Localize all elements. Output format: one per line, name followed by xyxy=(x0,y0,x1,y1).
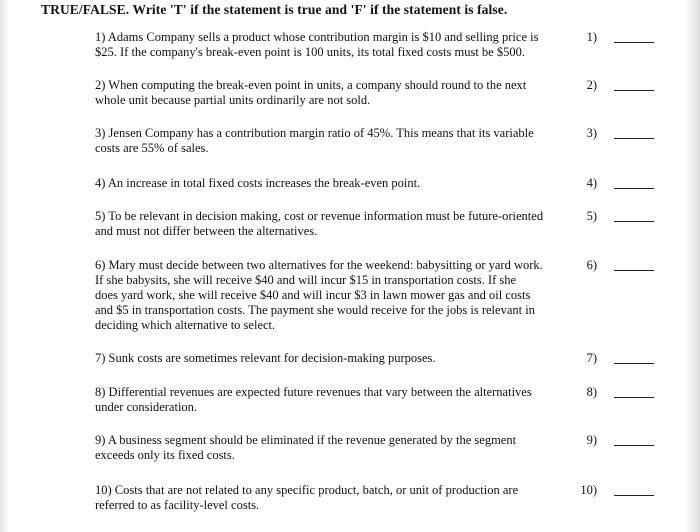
question-line: 7) Sunk costs are sometimes relevant for decision-making purposes. xyxy=(95,351,436,365)
question-text xyxy=(95,78,575,108)
question-text xyxy=(95,351,575,366)
question-7 xyxy=(95,351,575,366)
question-1 xyxy=(95,30,575,60)
question-10 xyxy=(95,483,575,513)
answer-slot-8 xyxy=(581,385,676,401)
question-3 xyxy=(95,126,575,156)
question-line: referred to as facility-level costs. xyxy=(95,498,260,512)
answer-number: 9) xyxy=(586,433,597,447)
question-line: 9) A business segment should be eliminated if the revenue generated by the segment xyxy=(95,433,517,447)
question-line: 6) Mary must decide between two alternatives for the weekend: babysitting or yard work. xyxy=(95,258,543,272)
answer-slot-1 xyxy=(581,30,676,46)
question-text xyxy=(95,30,575,60)
answer-number: 7) xyxy=(586,351,597,365)
question-line: $25. If the company's break-even point is 100 units, its total fixed costs must be $500. xyxy=(95,45,525,59)
answer-slot-6 xyxy=(581,258,676,274)
question-line: under consideration. xyxy=(95,400,198,414)
question-line: exceeds only its fixed costs. xyxy=(95,448,235,462)
answer-number: 8) xyxy=(586,385,597,399)
question-text xyxy=(95,126,575,156)
answer-number: 4) xyxy=(586,176,597,190)
question-4 xyxy=(95,176,575,191)
answer-blank[interactable] xyxy=(614,397,654,398)
answer-blank[interactable] xyxy=(614,188,654,189)
question-5 xyxy=(95,209,575,239)
answer-number: 2) xyxy=(586,78,597,92)
question-text xyxy=(95,385,575,415)
answer-number: 6) xyxy=(586,258,597,272)
answer-slot-7 xyxy=(581,351,676,367)
question-line: and $5 in transportation costs. The payment she would receive for the jobs is relevant in xyxy=(95,303,535,317)
question-2 xyxy=(95,78,575,108)
page-left-shadow xyxy=(0,0,9,532)
question-line: and must not differ between the alternatives. xyxy=(95,224,318,238)
answer-number: 3) xyxy=(586,126,597,140)
answer-blank[interactable] xyxy=(614,42,654,43)
answer-blank[interactable] xyxy=(614,270,654,271)
answer-number: 1) xyxy=(586,30,597,44)
question-line: does yard work, she will receive $40 and will incur $3 in lawn mower gas and oil costs xyxy=(95,288,531,302)
answer-blank[interactable] xyxy=(614,221,654,222)
question-text xyxy=(95,209,575,239)
answer-blank[interactable] xyxy=(614,495,654,496)
question-line: 5) To be relevant in decision making, cost or revenue information must be future-oriented xyxy=(95,209,544,223)
question-line: 2) When computing the break-even point in units, a company should round to the next xyxy=(95,78,527,92)
question-text xyxy=(95,258,575,333)
instructions-header: TRUE/FALSE. Write 'T' if the statement is true and 'F' if the statement is false. xyxy=(41,2,508,17)
answer-slot-2 xyxy=(581,78,676,94)
question-text xyxy=(95,483,575,513)
question-line: 10) Costs that are not related to any specific product, batch, or unit of production are xyxy=(95,483,519,497)
answer-number: 5) xyxy=(586,209,597,223)
question-text xyxy=(95,433,575,463)
question-6 xyxy=(95,258,575,333)
answer-slot-3 xyxy=(581,126,676,142)
question-line: 3) Jensen Company has a contribution margin ratio of 45%. This means that its variable xyxy=(95,126,534,140)
answer-slot-5 xyxy=(581,209,676,225)
answer-blank[interactable] xyxy=(614,90,654,91)
question-line: 4) An increase in total fixed costs increases the break-even point. xyxy=(95,176,421,190)
question-line: 1) Adams Company sells a product whose contribution margin is $10 and selling price is xyxy=(95,30,539,44)
question-text xyxy=(95,176,575,191)
page-right-shadow xyxy=(684,0,700,532)
question-line: deciding which alternative to select. xyxy=(95,318,276,332)
answer-number: 10) xyxy=(580,483,597,497)
question-8 xyxy=(95,385,575,415)
question-line: If she babysits, she will receive $40 and will incur $15 in transportation costs. If she xyxy=(95,273,517,287)
question-line: costs are 55% of sales. xyxy=(95,141,209,155)
answer-blank[interactable] xyxy=(614,363,654,364)
answer-blank[interactable] xyxy=(614,445,654,446)
question-line: 8) Differential revenues are expected future revenues that vary between the alternatives xyxy=(95,385,532,399)
answer-slot-4 xyxy=(581,176,676,192)
answer-slot-9 xyxy=(581,433,676,449)
question-line: whole unit because partial units ordinarily are not sold. xyxy=(95,93,371,107)
question-9 xyxy=(95,433,575,463)
answer-slot-10 xyxy=(581,483,676,499)
answer-blank[interactable] xyxy=(614,138,654,139)
